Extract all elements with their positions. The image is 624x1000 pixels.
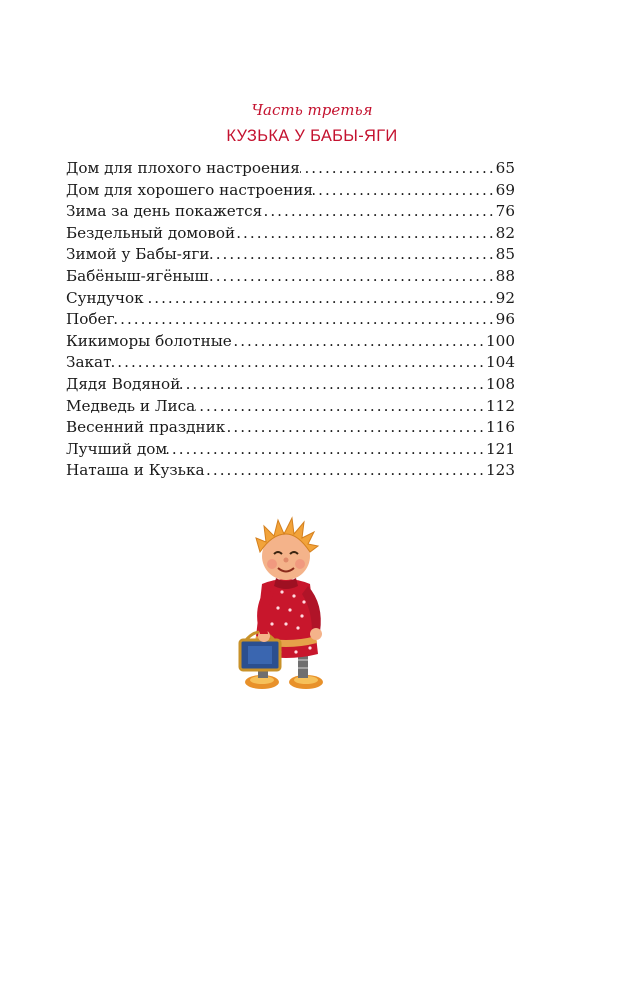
toc-leader-dots	[144, 289, 496, 307]
toc-entry-page: 100	[486, 331, 515, 350]
toc-entry-title: Бабёныш-ягёныш	[66, 266, 209, 285]
toc-entry	[66, 224, 515, 246]
toc-entry	[66, 418, 515, 440]
toc-entry-page: 92	[495, 288, 515, 307]
toc-entry	[66, 289, 515, 311]
toc-entry-page: 85	[495, 245, 515, 264]
toc-entry-title: Закат	[66, 353, 112, 372]
toc-leader-dots	[167, 440, 486, 458]
toc-leader-dots	[180, 375, 486, 393]
toc-entry-title: Зима за день покажется	[66, 202, 263, 221]
toc-entry-page: 123	[486, 461, 515, 480]
toc-entry	[66, 397, 515, 419]
toc-entry-page: 108	[486, 374, 515, 393]
toc-entry	[66, 267, 515, 289]
toc-leader-dots	[300, 159, 496, 177]
toc-entry-title: Сундучок	[66, 288, 144, 307]
toc-entry-page: 69	[495, 180, 515, 199]
toc-entry-title: Бездельный домовой	[66, 223, 236, 242]
toc-entry	[66, 461, 515, 483]
toc-leader-dots	[232, 332, 486, 350]
part-label: Часть третья	[251, 101, 373, 119]
toc-entry	[66, 375, 515, 397]
toc-entry-page: 104	[486, 353, 515, 372]
toc-entry-page: 116	[486, 418, 515, 437]
toc-entry-page: 88	[495, 266, 515, 285]
toc-leader-dots	[210, 245, 496, 263]
toc-entry-page: 65	[495, 159, 515, 177]
toc-leader-dots	[111, 353, 486, 371]
toc-leader-dots	[262, 202, 495, 220]
toc-leader-dots	[225, 418, 486, 436]
toc-entry	[66, 332, 515, 354]
table-of-contents	[66, 159, 515, 483]
toc-entry	[66, 310, 515, 332]
part-title: КУЗЬКА У БАБЫ-ЯГИ	[226, 127, 398, 145]
toc-entry-title: Медведь и Лиса	[66, 396, 196, 415]
toc-entry-title: Дом для плохого настроения	[66, 159, 300, 177]
toc-leader-dots	[313, 181, 496, 199]
toc-entry	[66, 159, 515, 181]
toc-entry-page: 76	[495, 202, 515, 221]
toc-entry-title: Побег	[66, 310, 115, 329]
toc-entry-title: Кикиморы болотные	[66, 331, 232, 350]
toc-leader-dots	[209, 267, 496, 285]
toc-entry	[66, 202, 515, 224]
toc-leader-dots	[205, 461, 487, 479]
toc-entry-title: Весенний праздник	[66, 418, 226, 437]
toc-leader-dots	[235, 224, 496, 242]
toc-entry	[66, 353, 515, 375]
kuzka-character-illustration	[236, 512, 340, 692]
toc-entry-title: Наташа и Кузька	[66, 461, 205, 480]
toc-entry-page: 121	[486, 439, 515, 458]
toc-entry-page: 96	[495, 310, 515, 329]
toc-entry-title: Дядя Водяной	[66, 374, 181, 393]
toc-entry	[66, 181, 515, 203]
toc-entry	[66, 440, 515, 462]
toc-entry	[66, 245, 515, 267]
toc-entry-title: Зимой у Бабы-яги	[66, 245, 210, 264]
toc-entry-page: 82	[495, 223, 515, 242]
toc-leader-dots	[114, 310, 495, 328]
toc-entry-title: Дом для хорошего настроения	[66, 180, 313, 199]
toc-leader-dots	[195, 397, 486, 415]
toc-entry-title: Лучший дом	[66, 439, 168, 458]
toc-entry-page: 112	[486, 396, 515, 415]
